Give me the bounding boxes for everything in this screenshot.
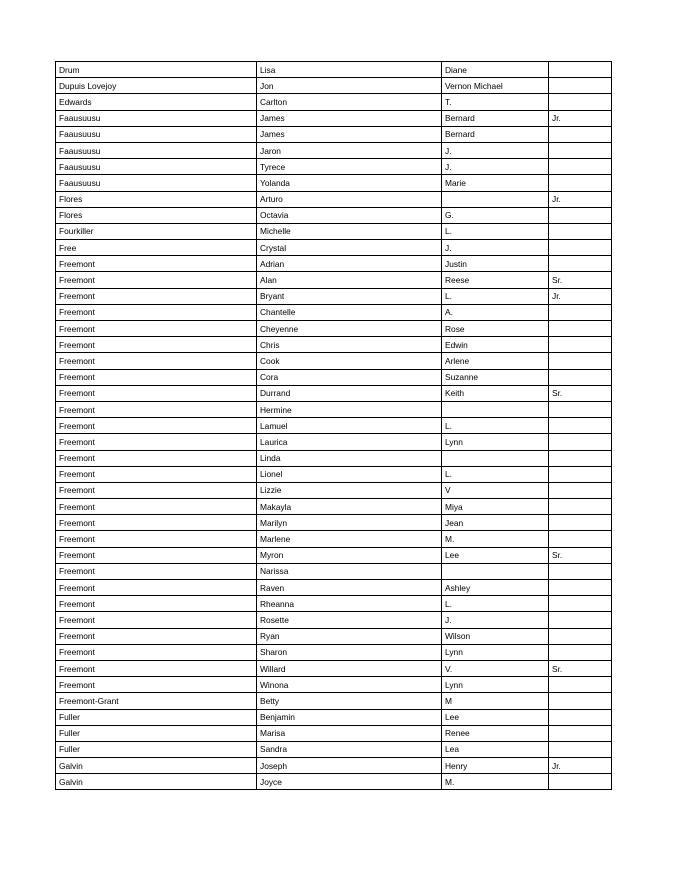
suffix-cell [549, 126, 612, 142]
suffix-cell [549, 515, 612, 531]
suffix-cell [549, 677, 612, 693]
table-row [56, 272, 612, 288]
last-name-cell: Faausuusu [56, 126, 257, 142]
middle-name-cell: J. [442, 142, 549, 158]
first-name-cell: Joseph [257, 758, 442, 774]
first-name-cell: Marlene [257, 531, 442, 547]
first-name-cell: Hermine [257, 401, 442, 417]
first-name-cell: Betty [257, 693, 442, 709]
table-row [56, 223, 612, 239]
suffix-cell [549, 304, 612, 320]
suffix-cell [549, 725, 612, 741]
middle-name-cell: Vernon Michael [442, 78, 549, 94]
suffix-cell [549, 321, 612, 337]
middle-name-cell: Rose [442, 321, 549, 337]
suffix-cell [549, 401, 612, 417]
table-row [56, 547, 612, 563]
first-name-cell: Adrian [257, 256, 442, 272]
table-row [56, 240, 612, 256]
last-name-cell: Faausuusu [56, 142, 257, 158]
last-name-cell: Faausuusu [56, 159, 257, 175]
suffix-cell [549, 612, 612, 628]
suffix-cell: Jr. [549, 758, 612, 774]
suffix-cell [549, 499, 612, 515]
middle-name-cell: Renee [442, 725, 549, 741]
table-row [56, 758, 612, 774]
table-row [56, 499, 612, 515]
last-name-cell: Freemont [56, 660, 257, 676]
last-name-cell: Freemont [56, 434, 257, 450]
last-name-cell: Freemont [56, 256, 257, 272]
last-name-cell: Freemont [56, 418, 257, 434]
first-name-cell: Yolanda [257, 175, 442, 191]
last-name-cell: Freemont [56, 596, 257, 612]
suffix-cell [549, 580, 612, 596]
first-name-cell: Jaron [257, 142, 442, 158]
first-name-cell: Carlton [257, 94, 442, 110]
middle-name-cell: M. [442, 774, 549, 790]
middle-name-cell: V. [442, 660, 549, 676]
first-name-cell: Sharon [257, 644, 442, 660]
suffix-cell [549, 223, 612, 239]
suffix-cell [549, 62, 612, 78]
table-row [56, 725, 612, 741]
last-name-cell: Freemont [56, 272, 257, 288]
table-row [56, 693, 612, 709]
table-row [56, 175, 612, 191]
middle-name-cell: L. [442, 466, 549, 482]
first-name-cell: Cora [257, 369, 442, 385]
middle-name-cell [442, 191, 549, 207]
first-name-cell: Benjamin [257, 709, 442, 725]
last-name-cell: Freemont [56, 321, 257, 337]
middle-name-cell: Henry [442, 758, 549, 774]
first-name-cell: Sandra [257, 741, 442, 757]
last-name-cell: Freemont-Grant [56, 693, 257, 709]
suffix-cell [549, 207, 612, 223]
name-table-body [56, 62, 612, 790]
middle-name-cell: A. [442, 304, 549, 320]
table-row [56, 110, 612, 126]
middle-name-cell: L. [442, 223, 549, 239]
table-row [56, 515, 612, 531]
first-name-cell: Chris [257, 337, 442, 353]
suffix-cell [549, 531, 612, 547]
suffix-cell [549, 94, 612, 110]
middle-name-cell: L. [442, 288, 549, 304]
table-row [56, 612, 612, 628]
table-row [56, 401, 612, 417]
table-row [56, 304, 612, 320]
first-name-cell: Marisa [257, 725, 442, 741]
first-name-cell: Myron [257, 547, 442, 563]
middle-name-cell [442, 563, 549, 579]
last-name-cell: Galvin [56, 774, 257, 790]
last-name-cell: Freemont [56, 482, 257, 498]
table-row [56, 288, 612, 304]
first-name-cell: Lizzie [257, 482, 442, 498]
first-name-cell: James [257, 126, 442, 142]
middle-name-cell: V [442, 482, 549, 498]
first-name-cell: Ryan [257, 628, 442, 644]
suffix-cell [549, 628, 612, 644]
first-name-cell: Makayla [257, 499, 442, 515]
middle-name-cell [442, 401, 549, 417]
suffix-cell [549, 78, 612, 94]
last-name-cell: Freemont [56, 385, 257, 401]
first-name-cell: Laurica [257, 434, 442, 450]
suffix-cell [549, 450, 612, 466]
first-name-cell: Narissa [257, 563, 442, 579]
middle-name-cell: Edwin [442, 337, 549, 353]
table-row [56, 142, 612, 158]
table-row [56, 563, 612, 579]
suffix-cell: Jr. [549, 191, 612, 207]
middle-name-cell: Miya [442, 499, 549, 515]
suffix-cell [549, 434, 612, 450]
middle-name-cell: J. [442, 612, 549, 628]
last-name-cell: Freemont [56, 612, 257, 628]
first-name-cell: Willard [257, 660, 442, 676]
middle-name-cell: Lea [442, 741, 549, 757]
table-row [56, 434, 612, 450]
last-name-cell: Freemont [56, 515, 257, 531]
first-name-cell: Linda [257, 450, 442, 466]
last-name-cell: Freemont [56, 677, 257, 693]
suffix-cell: Sr. [549, 547, 612, 563]
middle-name-cell: G. [442, 207, 549, 223]
suffix-cell [549, 482, 612, 498]
last-name-cell: Freemont [56, 628, 257, 644]
suffix-cell [549, 353, 612, 369]
first-name-cell: Marilyn [257, 515, 442, 531]
first-name-cell: Alan [257, 272, 442, 288]
middle-name-cell: Bernard [442, 126, 549, 142]
first-name-cell: Lamuel [257, 418, 442, 434]
first-name-cell: Jon [257, 78, 442, 94]
middle-name-cell: T. [442, 94, 549, 110]
table-row [56, 78, 612, 94]
last-name-cell: Flores [56, 207, 257, 223]
last-name-cell: Fuller [56, 725, 257, 741]
suffix-cell: Jr. [549, 110, 612, 126]
first-name-cell: Michelle [257, 223, 442, 239]
first-name-cell: Durrand [257, 385, 442, 401]
table-row [56, 660, 612, 676]
last-name-cell: Freemont [56, 369, 257, 385]
last-name-cell: Edwards [56, 94, 257, 110]
first-name-cell: Lionel [257, 466, 442, 482]
last-name-cell: Fourkiller [56, 223, 257, 239]
last-name-cell: Freemont [56, 288, 257, 304]
first-name-cell: Arturo [257, 191, 442, 207]
suffix-cell [549, 709, 612, 725]
last-name-cell: Flores [56, 191, 257, 207]
suffix-cell [549, 418, 612, 434]
middle-name-cell: Arlene [442, 353, 549, 369]
middle-name-cell: Lynn [442, 644, 549, 660]
suffix-cell [549, 644, 612, 660]
suffix-cell [549, 741, 612, 757]
suffix-cell [549, 596, 612, 612]
middle-name-cell: J. [442, 240, 549, 256]
last-name-cell: Dupuis Lovejoy [56, 78, 257, 94]
suffix-cell [549, 256, 612, 272]
middle-name-cell: Lee [442, 709, 549, 725]
table-row [56, 644, 612, 660]
middle-name-cell: J. [442, 159, 549, 175]
table-row [56, 628, 612, 644]
first-name-cell: Joyce [257, 774, 442, 790]
suffix-cell [549, 142, 612, 158]
table-row [56, 709, 612, 725]
suffix-cell [549, 337, 612, 353]
table-row [56, 62, 612, 78]
middle-name-cell: Bernard [442, 110, 549, 126]
middle-name-cell: Marie [442, 175, 549, 191]
suffix-cell [549, 159, 612, 175]
last-name-cell: Freemont [56, 644, 257, 660]
first-name-cell: Octavia [257, 207, 442, 223]
table-row [56, 418, 612, 434]
table-row [56, 385, 612, 401]
suffix-cell [549, 774, 612, 790]
suffix-cell [549, 563, 612, 579]
suffix-cell [549, 240, 612, 256]
last-name-cell: Fuller [56, 709, 257, 725]
table-row [56, 450, 612, 466]
first-name-cell: Tyrece [257, 159, 442, 175]
table-row [56, 191, 612, 207]
last-name-cell: Free [56, 240, 257, 256]
middle-name-cell: Suzanne [442, 369, 549, 385]
first-name-cell: Cheyenne [257, 321, 442, 337]
first-name-cell: Raven [257, 580, 442, 596]
middle-name-cell: Ashley [442, 580, 549, 596]
last-name-cell: Freemont [56, 353, 257, 369]
suffix-cell [549, 466, 612, 482]
name-table [55, 61, 612, 790]
table-row [56, 256, 612, 272]
middle-name-cell: Jean [442, 515, 549, 531]
suffix-cell: Sr. [549, 385, 612, 401]
suffix-cell [549, 175, 612, 191]
first-name-cell: Rheanna [257, 596, 442, 612]
last-name-cell: Freemont [56, 337, 257, 353]
last-name-cell: Fuller [56, 741, 257, 757]
last-name-cell: Faausuusu [56, 175, 257, 191]
last-name-cell: Freemont [56, 580, 257, 596]
middle-name-cell: M [442, 693, 549, 709]
first-name-cell: Rosette [257, 612, 442, 628]
table-row [56, 596, 612, 612]
middle-name-cell: Wilson [442, 628, 549, 644]
first-name-cell: Cook [257, 353, 442, 369]
table-row [56, 531, 612, 547]
table-row [56, 126, 612, 142]
suffix-cell: Sr. [549, 272, 612, 288]
first-name-cell: Bryant [257, 288, 442, 304]
middle-name-cell: Lynn [442, 434, 549, 450]
first-name-cell: Chantelle [257, 304, 442, 320]
last-name-cell: Freemont [56, 466, 257, 482]
middle-name-cell: Diane [442, 62, 549, 78]
table-row [56, 337, 612, 353]
suffix-cell: Sr. [549, 660, 612, 676]
last-name-cell: Drum [56, 62, 257, 78]
first-name-cell: Crystal [257, 240, 442, 256]
last-name-cell: Freemont [56, 563, 257, 579]
last-name-cell: Freemont [56, 450, 257, 466]
first-name-cell: James [257, 110, 442, 126]
last-name-cell: Faausuusu [56, 110, 257, 126]
table-row [56, 207, 612, 223]
middle-name-cell: Lee [442, 547, 549, 563]
middle-name-cell: Reese [442, 272, 549, 288]
middle-name-cell: Lynn [442, 677, 549, 693]
middle-name-cell: L. [442, 418, 549, 434]
middle-name-cell: M. [442, 531, 549, 547]
table-row [56, 369, 612, 385]
first-name-cell: Winona [257, 677, 442, 693]
last-name-cell: Freemont [56, 499, 257, 515]
last-name-cell: Freemont [56, 304, 257, 320]
last-name-cell: Freemont [56, 401, 257, 417]
table-row [56, 677, 612, 693]
suffix-cell [549, 369, 612, 385]
table-row [56, 466, 612, 482]
table-row [56, 94, 612, 110]
last-name-cell: Galvin [56, 758, 257, 774]
suffix-cell: Jr. [549, 288, 612, 304]
last-name-cell: Freemont [56, 547, 257, 563]
first-name-cell: Lisa [257, 62, 442, 78]
suffix-cell [549, 693, 612, 709]
table-row [56, 741, 612, 757]
table-row [56, 353, 612, 369]
table-row [56, 159, 612, 175]
table-row [56, 321, 612, 337]
middle-name-cell [442, 450, 549, 466]
middle-name-cell: Keith [442, 385, 549, 401]
middle-name-cell: Justin [442, 256, 549, 272]
table-row [56, 774, 612, 790]
middle-name-cell: L. [442, 596, 549, 612]
table-row [56, 580, 612, 596]
table-row [56, 482, 612, 498]
last-name-cell: Freemont [56, 531, 257, 547]
